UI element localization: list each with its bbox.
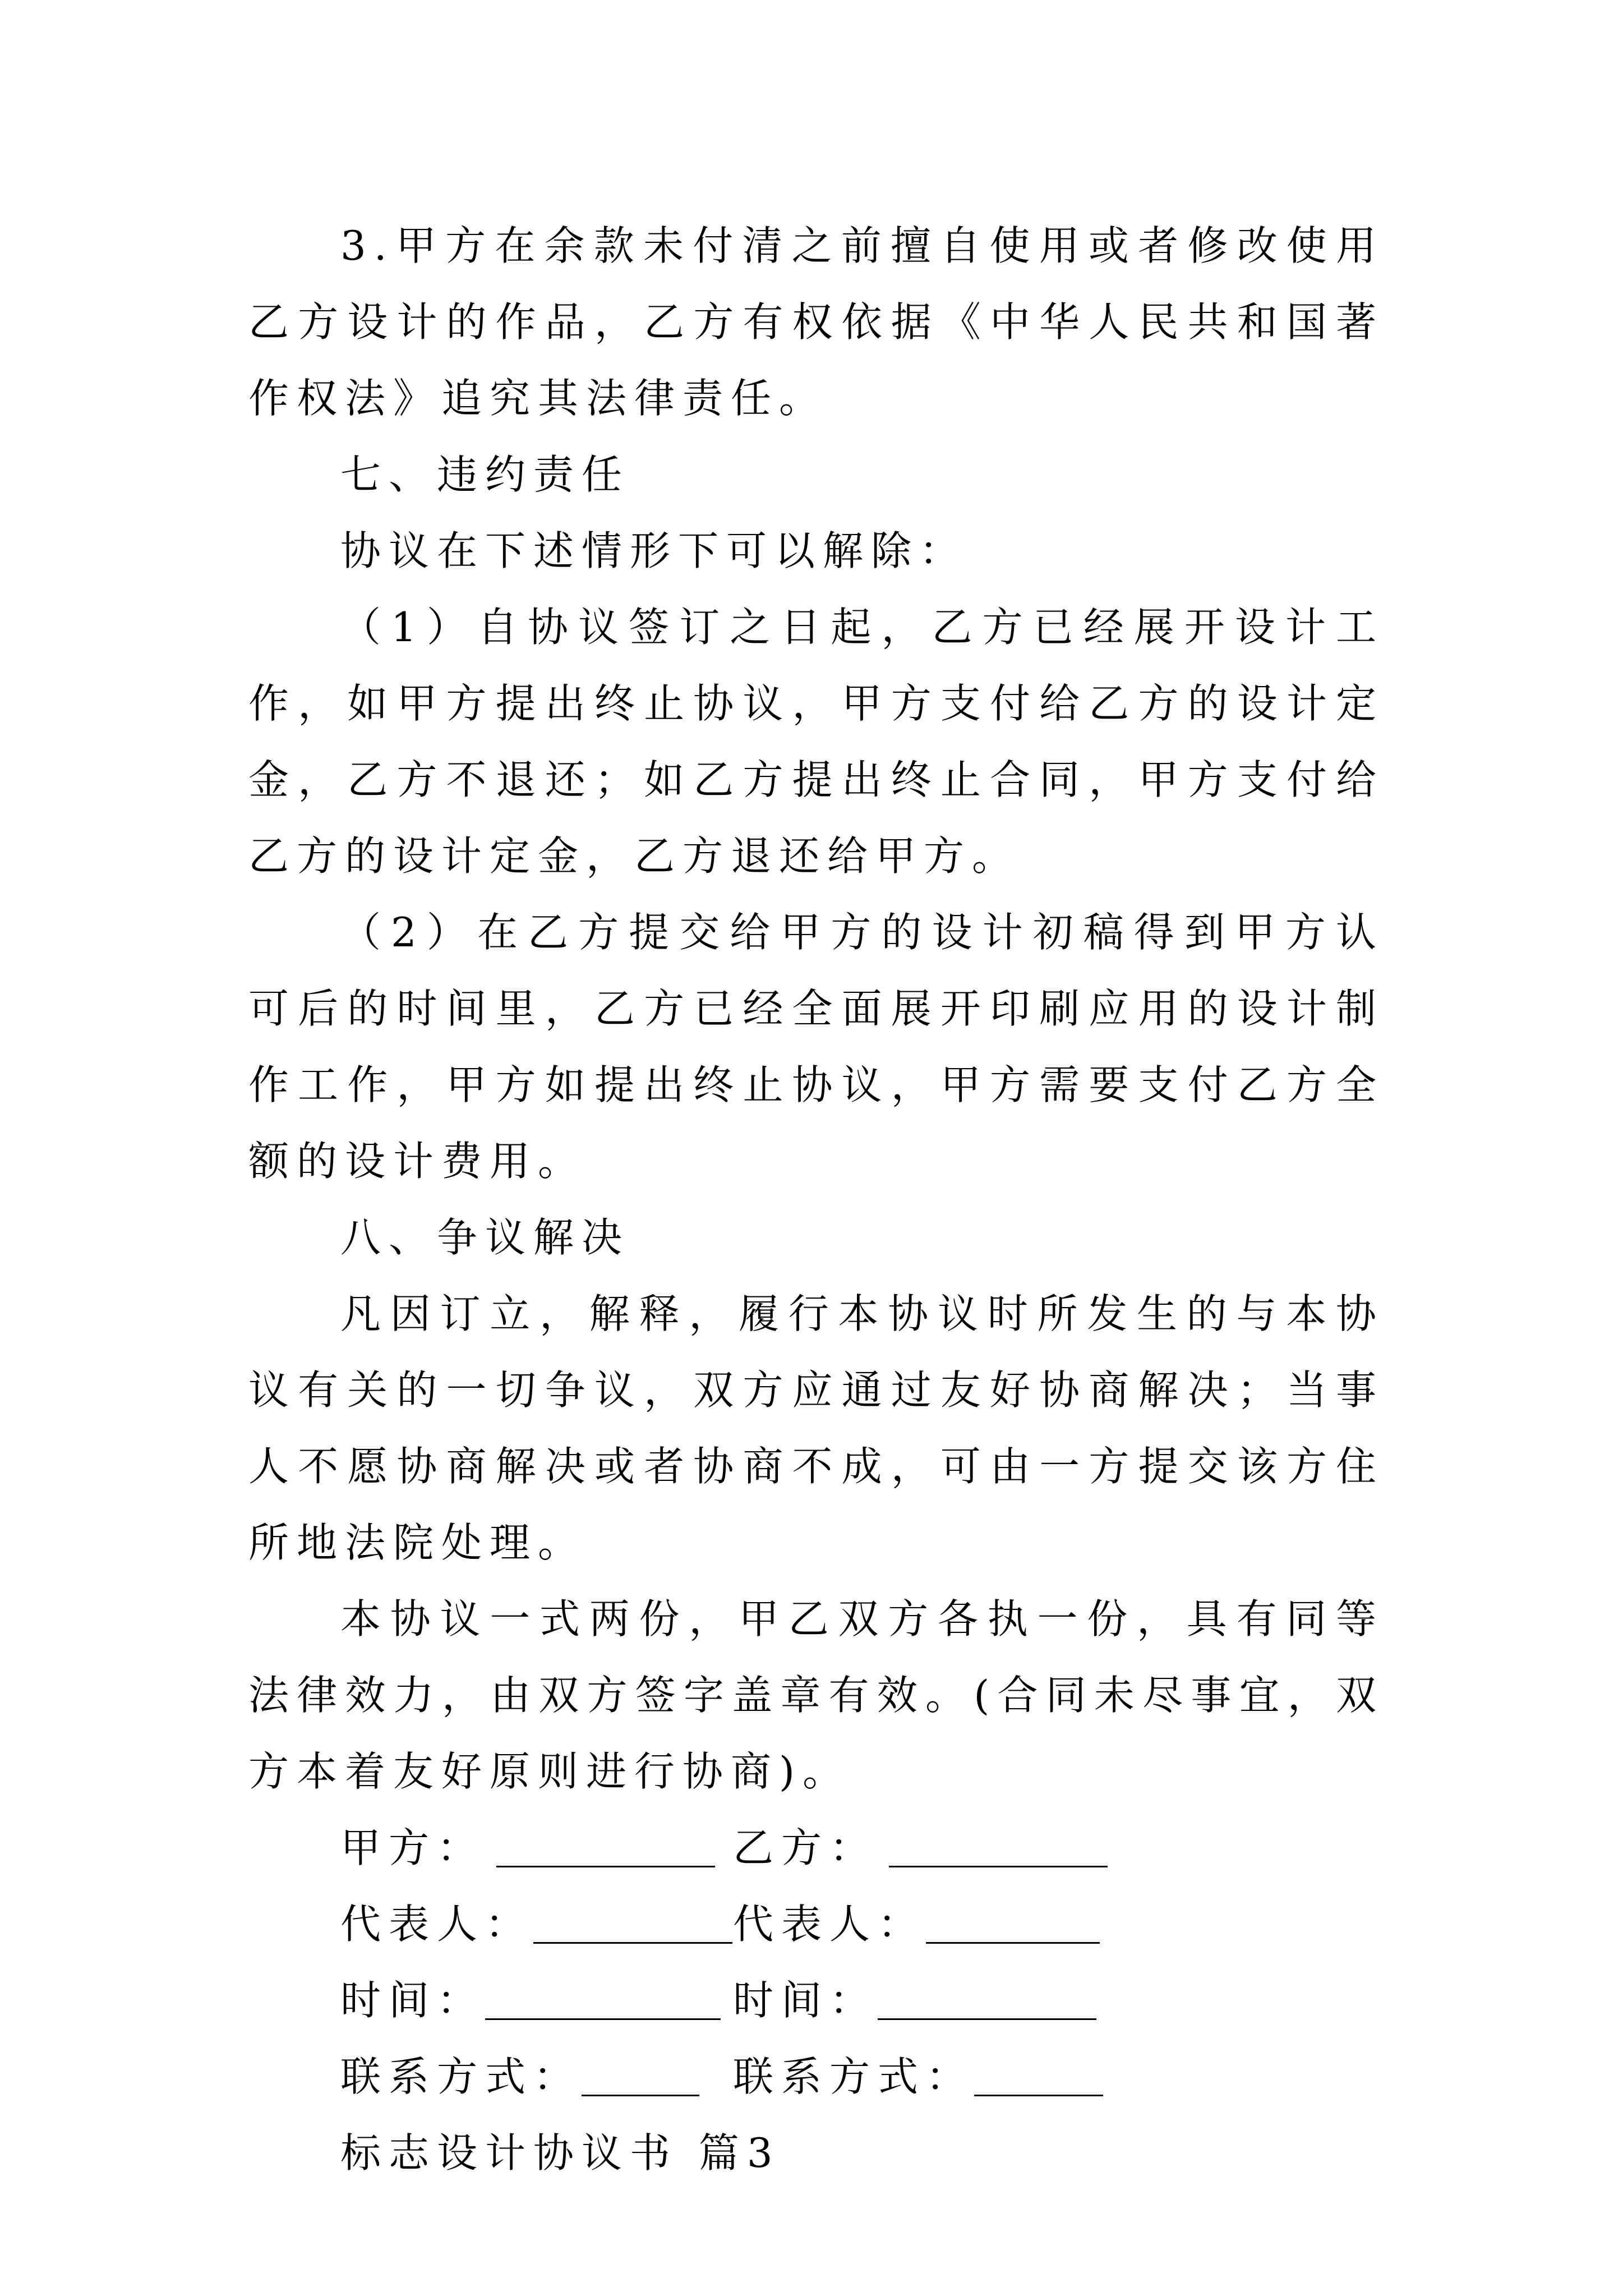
termination-item-1: （1）自协议签订之日起，乙方已经展开设计工作，如甲方提出终止协议，甲方支付给乙方的设计定金，乙方不退还；如乙方提出终止合同，甲方支付给乙方的设计定金，乙方退还给甲方。 xyxy=(248,604,1384,880)
section-heading-breach: 七、违约责任 xyxy=(340,451,630,498)
time-b-blank[interactable] xyxy=(878,1978,1096,2020)
document-body xyxy=(248,208,1384,2191)
contact-a-label: 联系方式： xyxy=(340,2053,582,2100)
time-a-label: 时间： xyxy=(340,1977,486,2024)
contact-b-blank[interactable] xyxy=(974,2054,1103,2096)
copies-paragraph: 本协议一式两份，甲乙双方各执一份，具有同等法律效力，由双方签字盖章有效。(合同未尽事宜，双方本着友好原则进行协商)。 xyxy=(248,1595,1384,1795)
rep-b-blank[interactable] xyxy=(926,1902,1100,1944)
signature-row-party xyxy=(248,1810,1384,1886)
rep-b-cell xyxy=(733,1886,1100,1962)
dispute-paragraph: 凡因订立，解释，履行本协议时所发生的与本协议有关的一切争议，双方应通过友好协商解决；当事人不愿协商解决或者协商不成，可由一方提交该方住所地法院处理。 xyxy=(248,1290,1384,1566)
time-a-blank[interactable] xyxy=(485,1978,721,2020)
contact-a-cell xyxy=(340,2039,733,2115)
termination-intro: 协议在下述情形下可以解除： xyxy=(340,527,968,574)
contact-a-blank[interactable] xyxy=(582,2054,699,2096)
rep-a-blank[interactable] xyxy=(533,1902,732,1944)
next-section-title: 标志设计协议书 篇3 xyxy=(340,2129,781,2177)
party-b-blank[interactable] xyxy=(889,1825,1108,1867)
party-a-blank[interactable] xyxy=(496,1825,715,1867)
rep-a-cell xyxy=(340,1886,733,1962)
signature-row-time xyxy=(248,1962,1384,2039)
party-b-cell xyxy=(733,1810,1108,1886)
time-b-cell xyxy=(733,1962,1096,2039)
termination-item-2: （2）在乙方提交给甲方的设计初稿得到甲方认可后的时间里，乙方已经全面展开印刷应用的设计制作工作，甲方如提出终止协议，甲方需要支付乙方全额的设计费用。 xyxy=(248,909,1384,1185)
contact-b-label: 联系方式： xyxy=(733,2053,975,2100)
clause-paragraph-3: 3.甲方在余款未付清之前擅自使用或者修改使用乙方设计的作品，乙方有权依据《中华人民共和国著作权法》追究其法律责任。 xyxy=(248,222,1384,422)
contact-b-cell xyxy=(733,2039,1103,2115)
rep-b-label: 代表人： xyxy=(733,1901,926,1948)
signature-row-representative xyxy=(248,1886,1384,1962)
time-b-label: 时间： xyxy=(733,1977,878,2024)
party-a-label: 甲方： xyxy=(340,1824,486,1871)
party-a-cell xyxy=(340,1810,733,1886)
section-heading-dispute: 八、争议解决 xyxy=(340,1214,630,1261)
rep-a-label: 代表人： xyxy=(340,1901,534,1948)
time-a-cell xyxy=(340,1962,733,2039)
signature-row-contact xyxy=(248,2039,1384,2115)
party-b-label: 乙方： xyxy=(733,1824,878,1871)
